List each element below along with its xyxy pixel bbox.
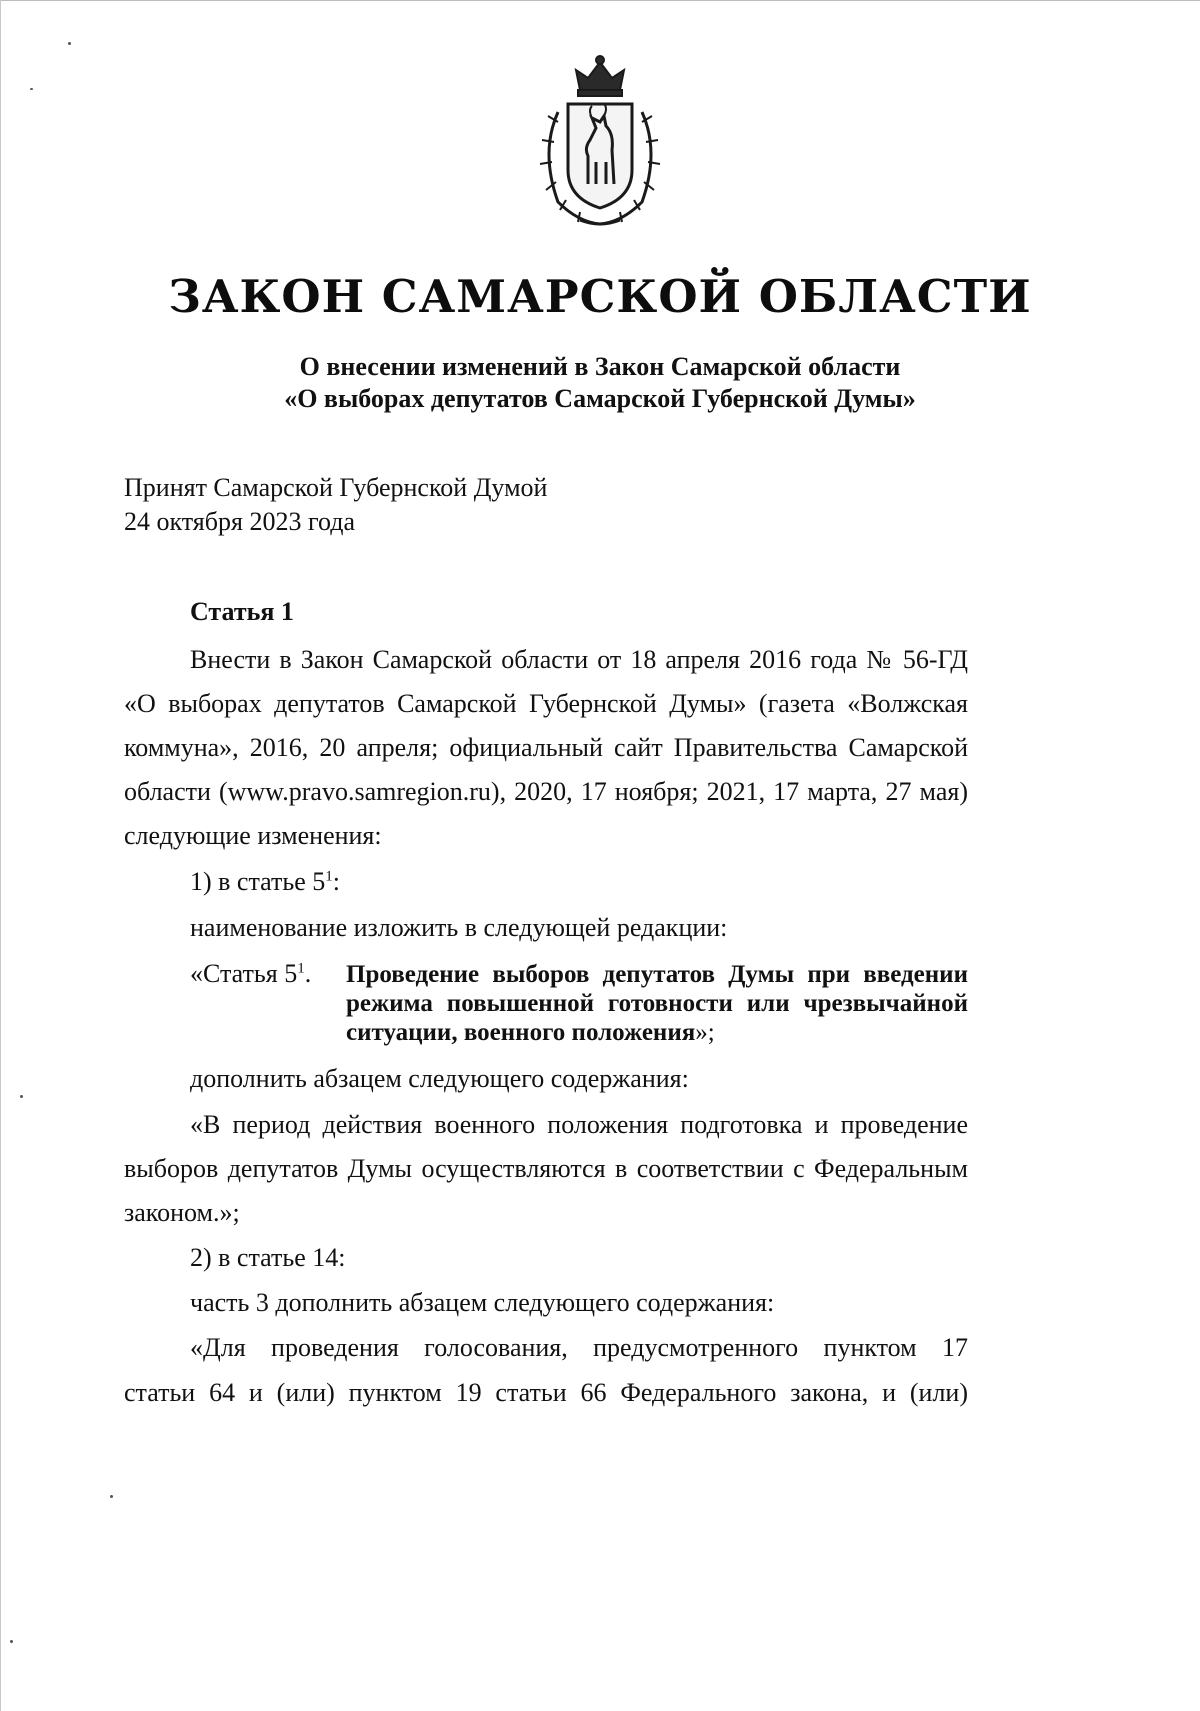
new-heading-line-3: [346, 1018, 715, 1048]
scan-speck: [10, 1640, 13, 1643]
law-title: ЗАКОН САМАРСКОЙ ОБЛАСТИ: [168, 270, 1032, 323]
item-2-label: 2) в статье 14:: [190, 1243, 346, 1272]
law-subtitle-line-2: «О выборах депутатов Самарской Губернской Думы»: [284, 384, 916, 413]
article-intro-line-2: «О выборах депутатов Самарской Губернской Думы» (газета «Волжская: [124, 689, 968, 718]
article-intro-line-5: следующие изменения:: [124, 821, 382, 850]
item-1-suffix: :: [332, 867, 341, 896]
new-heading-line-3-text: ситуации, военного положения: [346, 1019, 696, 1046]
item-2-instruction: часть 3 дополнить абзацем следующего содержания:: [190, 1288, 775, 1317]
new-heading-label-prefix: «Статья 5: [190, 959, 298, 988]
scan-speck: [20, 1095, 23, 1098]
new-paragraph-line-1: «В период действия военного положения подготовка и проведение: [190, 1110, 968, 1139]
add-instruction: дополнить абзацем следующего содержания:: [190, 1064, 689, 1093]
item-1-label: [190, 867, 340, 897]
scan-speck: [68, 42, 71, 45]
article-heading: Статья 1: [190, 597, 294, 626]
item-1-sup: 1: [325, 868, 333, 885]
new-heading-end: »;: [695, 1019, 715, 1046]
new-heading-label-sup: 1: [297, 960, 305, 977]
item-2-paragraph-line-2: статьи 64 и (или) пунктом 19 статьи 66 Федерального закона, и (или): [124, 1378, 968, 1407]
new-heading-label-suffix: .: [304, 959, 312, 988]
article-intro-line-4: области (www.pravo.samregion.ru), 2020, 17 ноября; 2021, 17 марта, 27 мая): [124, 777, 968, 806]
scan-speck: [110, 1495, 113, 1498]
article-intro-line-3: коммуна», 2016, 20 апреля; официальный сайт Правительства Самарской: [124, 733, 968, 762]
new-paragraph-line-3: законом.»;: [124, 1198, 240, 1227]
article-intro-line-1: Внести в Закон Самарской области от 18 апреля 2016 года № 56-ГД: [190, 645, 968, 674]
rename-instruction: наименование изложить в следующей редакции:: [190, 913, 728, 942]
scan-top-edge: [0, 0, 1200, 1]
coat-of-arms-emblem: [518, 52, 682, 230]
adoption-line-1: Принят Самарской Губернской Думой: [124, 473, 548, 502]
item-2-paragraph-line-1: «Для проведения голосования, предусмотренного пунктом 17: [190, 1333, 968, 1362]
item-1-prefix: 1) в статье 5: [190, 867, 326, 896]
new-heading-line-2: режима повышенной готовности или чрезвычайной: [346, 990, 968, 1017]
new-paragraph-line-2: выборов депутатов Думы осуществляются в соответствии с Федеральным: [124, 1154, 968, 1183]
adoption-date: 24 октября 2023 года: [124, 507, 355, 536]
new-heading-label: [190, 959, 311, 989]
law-subtitle-line-1: О внесении изменений в Закон Самарской области: [299, 352, 901, 381]
scan-speck: [30, 88, 33, 90]
scan-left-edge: [0, 0, 1, 1711]
new-heading-line-1: Проведение выборов депутатов Думы при введении: [346, 961, 968, 988]
